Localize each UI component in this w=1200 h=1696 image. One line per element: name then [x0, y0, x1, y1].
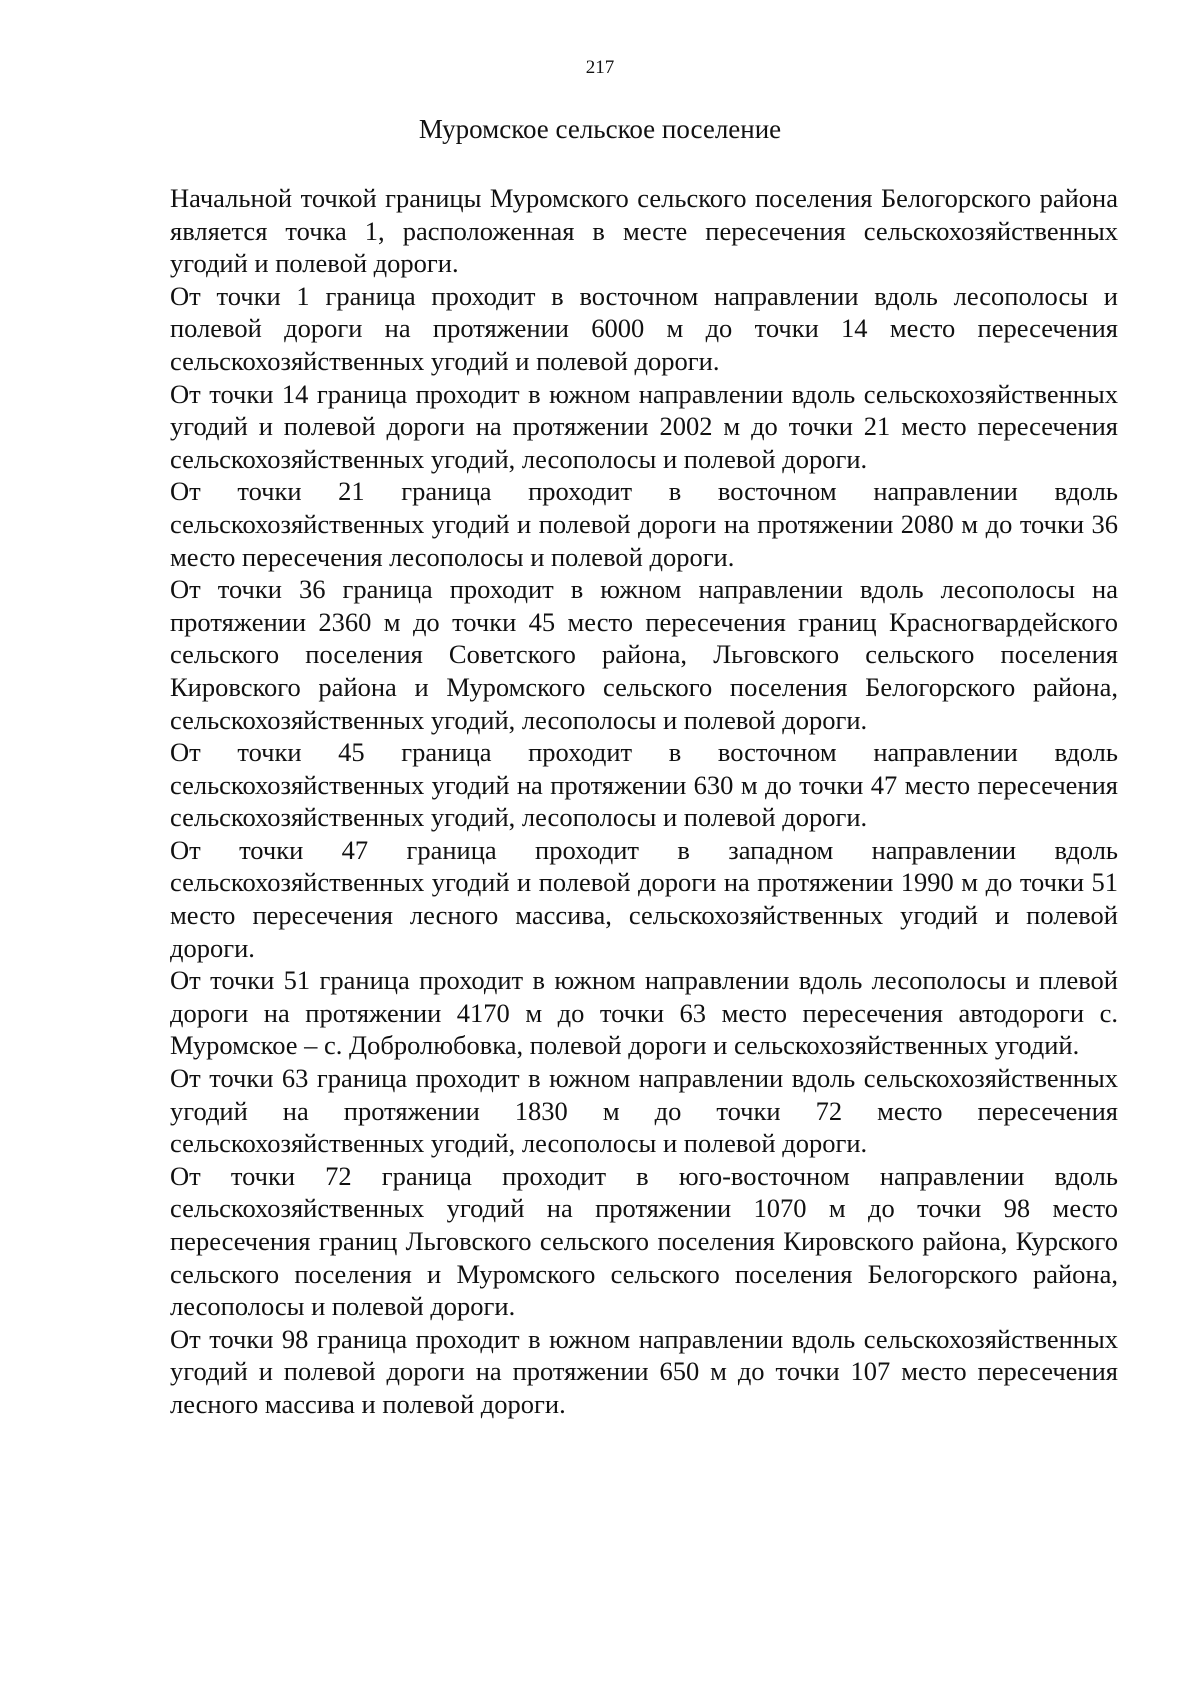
paragraph: От точки 51 граница проходит в южном направлении вдоль лесополосы и плевой дороги на протяжении 4170 м до точки 63 место пересечения автодороги с. Муромское – с. Добролюбовка, полевой дороги и сельскохозяйственных угодий.	[170, 965, 1118, 1061]
paragraph: Начальной точкой границы Муромского сельского поселения Белогорского района является точка 1, расположенная в месте пересечения сельскохозяйственных угодий и полевой дороги.	[170, 183, 1118, 279]
document-body	[170, 182, 1118, 1421]
paragraph: От точки 63 граница проходит в южном направлении вдоль сельскохозяйственных угодий на протяжении 1830 м до точки 72 место пересечения сельскохозяйственных угодий, лесополосы и полевой дороги.	[170, 1063, 1118, 1159]
paragraph: От точки 1 граница проходит в восточном направлении вдоль лесополосы и полевой дороги на протяжении 6000 м до точки 14 место пересечения сельскохозяйственных угодий и полевой дороги.	[170, 280, 1118, 376]
paragraph: От точки 72 граница проходит в юго-восточном направлении вдоль сельскохозяйственных угодий на протяжении 1070 м до точки 98 место пересечения границ Льговского сельского поселения Кировского района, Курского сельского поселения и Муромского сельского поселения Белогорского района, лесополосы и полевой дороги.	[170, 1160, 1118, 1322]
paragraph: От точки 45 граница проходит в восточном направлении вдоль сельскохозяйственных угодий на протяжении 630 м до точки 47 место пересечения сельскохозяйственных угодий, лесополосы и полевой дороги.	[170, 737, 1118, 833]
paragraph: От точки 14 граница проходит в южном направлении вдоль сельскохозяйственных угодий и полевой дороги на протяжении 2002 м до точки 21 место пересечения сельскохозяйственных угодий, лесополосы и полевой дороги.	[170, 378, 1118, 474]
paragraph: От точки 98 граница проходит в южном направлении вдоль сельскохозяйственных угодий и полевой дороги на протяжении 650 м до точки 107 место пересечения лесного массива и полевой дороги.	[170, 1323, 1118, 1419]
page-title: Муромское сельское поселение	[418, 114, 782, 144]
page-number: 217	[585, 57, 615, 78]
paragraph: От точки 36 граница проходит в южном направлении вдоль лесополосы на протяжении 2360 м до точки 45 место пересечения границ Красногвардейского сельского поселения Советского района, Льговского сельского поселения Кировского района и Муромского сельского поселения Белогорского района, сельскохозяйственных угодий, лесополосы и полевой дороги.	[170, 574, 1118, 735]
paragraph: От точки 47 граница проходит в западном направлении вдоль сельскохозяйственных угодий и полевой дороги на протяжении 1990 м до точки 51 место пересечения лесного массива, сельскохозяйственных угодий и полевой дороги.	[170, 834, 1118, 963]
paragraph: От точки 21 граница проходит в восточном направлении вдоль сельскохозяйственных угодий и полевой дороги на протяжении 2080 м до точки 36 место пересечения лесополосы и полевой дороги.	[170, 476, 1118, 572]
